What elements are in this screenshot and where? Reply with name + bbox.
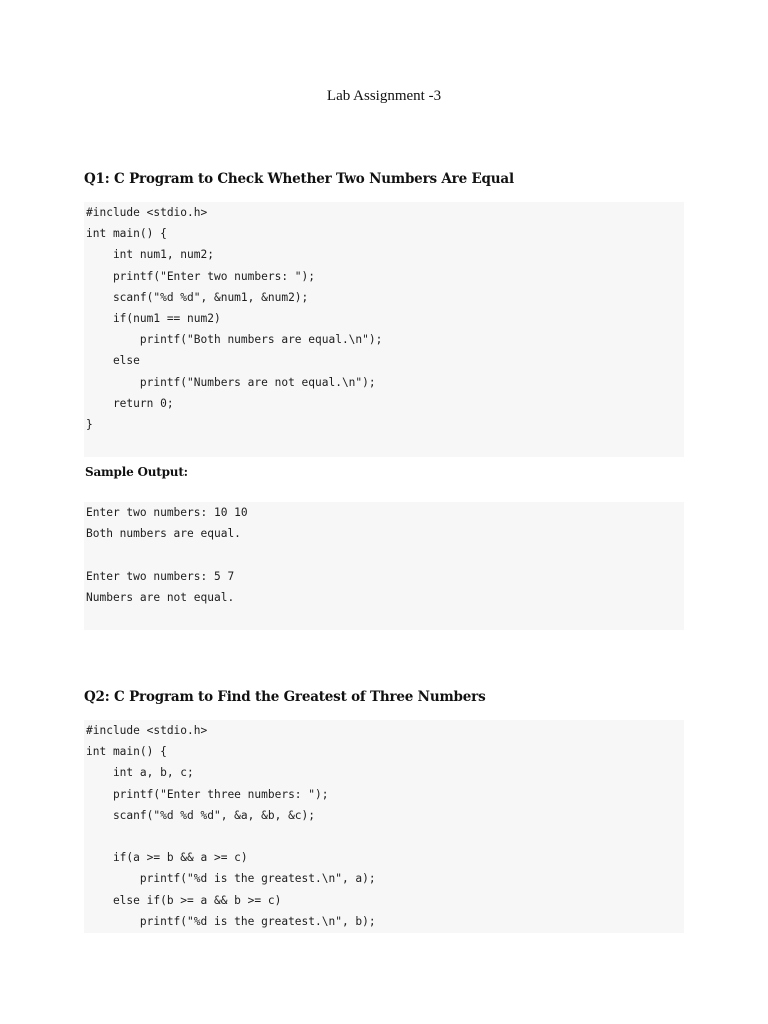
output-line: Enter two numbers: 5 7 xyxy=(86,569,235,583)
code-line: int num1, num2; xyxy=(86,248,214,262)
code-line: int main() { xyxy=(86,745,167,759)
output-line xyxy=(86,544,684,565)
code-line: int a, b, c; xyxy=(86,766,194,780)
q2-heading: Q2: C Program to Find the Greatest of Three Numbers xyxy=(84,689,486,705)
code-line: printf("%d is the greatest.\n", a); xyxy=(86,872,376,886)
code-line: printf("Enter two numbers: "); xyxy=(86,269,316,283)
code-line: printf("%d is the greatest.\n", b); xyxy=(86,914,376,928)
page-title: Lab Assignment -3 xyxy=(326,88,442,104)
code-line: return 0; xyxy=(86,396,174,410)
code-line: #include <stdio.h> xyxy=(86,724,208,737)
code-line: #include <stdio.h> xyxy=(86,206,208,219)
code-line: else if(b >= a && b >= c) xyxy=(86,893,282,907)
code-line: scanf("%d %d %d", &a, &b, &c); xyxy=(86,808,316,822)
output-line: Numbers are not equal. xyxy=(86,590,235,604)
code-line: printf("Both numbers are equal.\n"); xyxy=(86,333,383,347)
code-line: else xyxy=(86,354,140,368)
output-line: Both numbers are equal. xyxy=(86,527,241,541)
code-line: int main() { xyxy=(86,227,167,241)
code-line: } xyxy=(86,417,93,431)
code-line xyxy=(86,826,684,847)
q1-heading: Q1: C Program to Check Whether Two Numbers Are Equal xyxy=(84,171,514,187)
code-line: if(a >= b && a >= c) xyxy=(86,851,248,865)
output-line: Enter two numbers: 10 10 xyxy=(86,506,248,519)
code-line: printf("Enter three numbers: "); xyxy=(86,787,329,801)
code-line: printf("Numbers are not equal.\n"); xyxy=(86,375,376,389)
code-line: if(num1 == num2) xyxy=(86,311,221,325)
q1-output-block xyxy=(84,502,684,630)
q1-code-block xyxy=(84,202,684,457)
q2-code-block xyxy=(84,720,684,933)
code-line: scanf("%d %d", &num1, &num2); xyxy=(86,290,309,304)
sample-output-label: Sample Output: xyxy=(85,465,188,479)
